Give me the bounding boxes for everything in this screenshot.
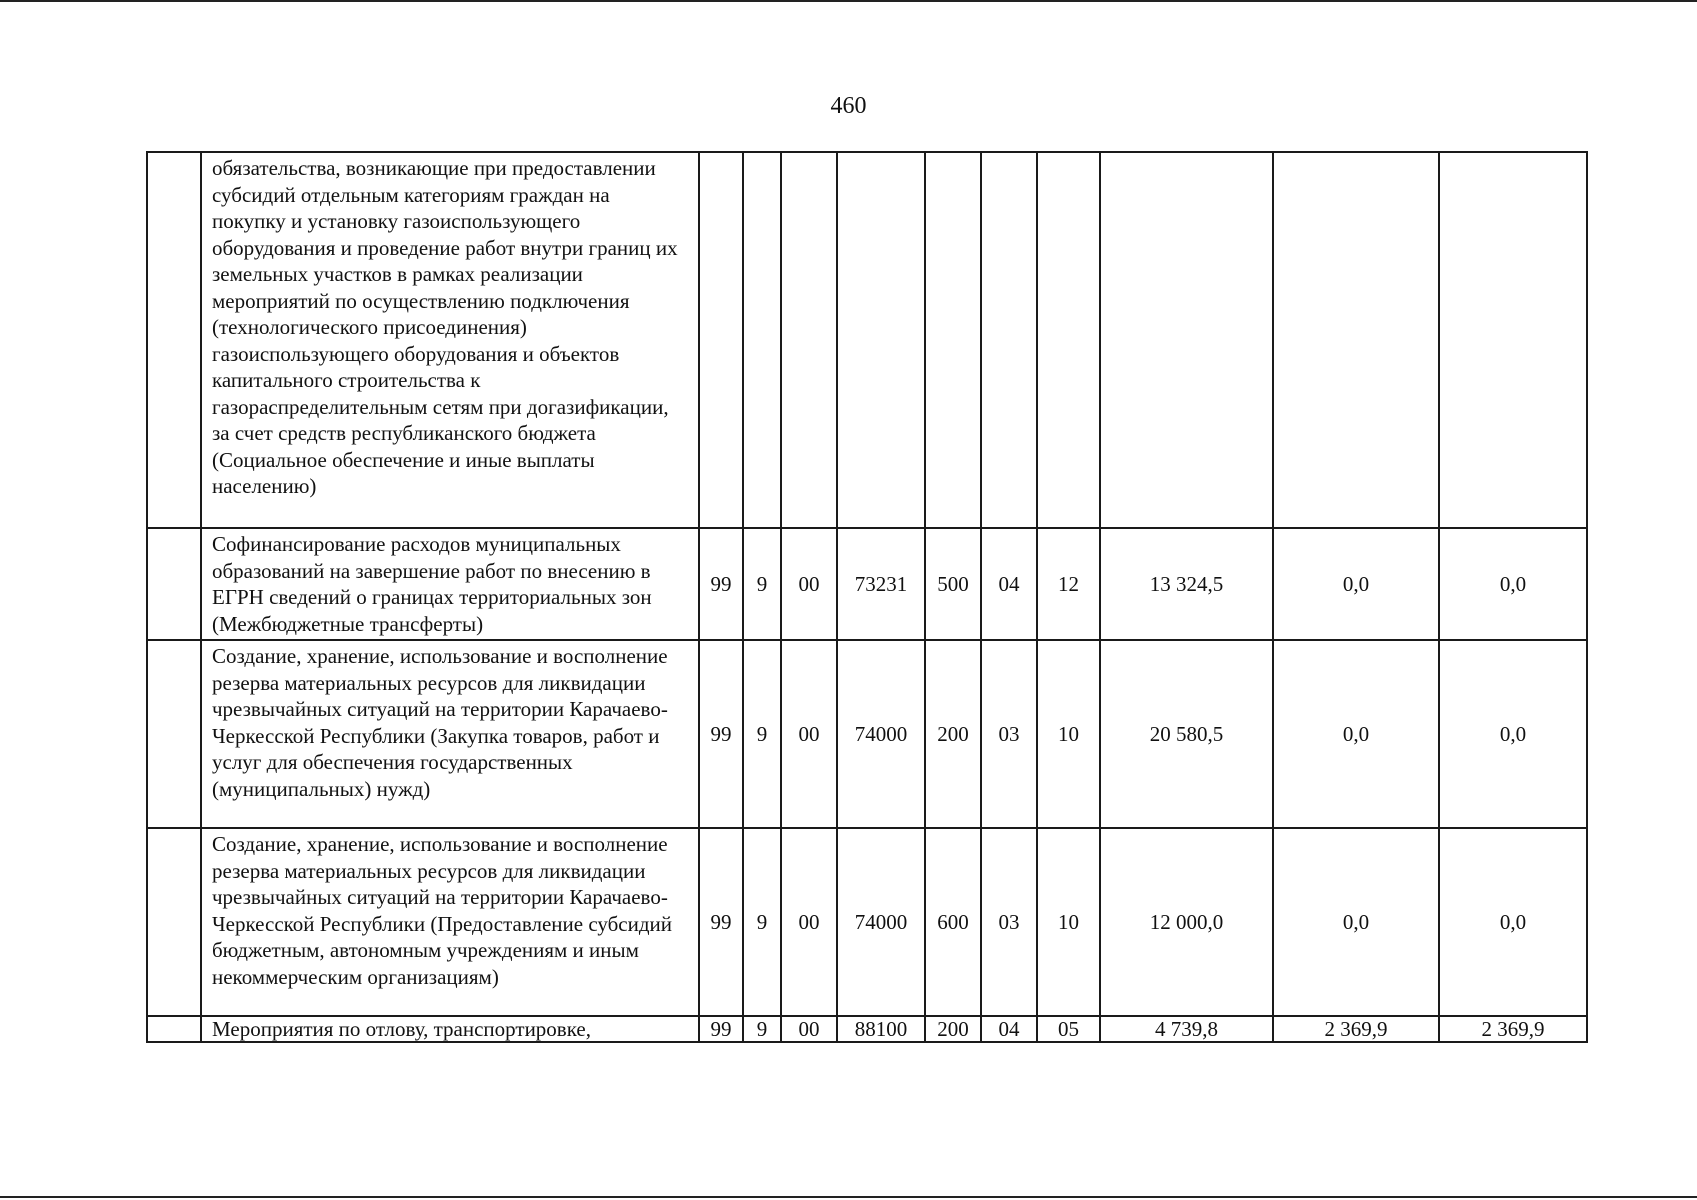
- amount-cell: 2 369,9: [1273, 1016, 1439, 1042]
- code-cell: [837, 152, 925, 528]
- code-cell: 9: [743, 640, 781, 828]
- table-row: [147, 152, 1587, 528]
- code-cell: 9: [743, 528, 781, 640]
- code-cell: 99: [699, 1016, 743, 1042]
- code-cell: 04: [981, 528, 1037, 640]
- code-cell: 00: [781, 828, 837, 1016]
- code-cell: 10: [1037, 640, 1100, 828]
- code-cell: 99: [699, 640, 743, 828]
- amount-cell: 0,0: [1439, 828, 1587, 1016]
- code-cell: 200: [925, 640, 981, 828]
- table-row: [147, 1016, 1587, 1042]
- row-number-cell: [147, 640, 201, 828]
- amount-cell: [1439, 152, 1587, 528]
- amount-cell: [1273, 152, 1439, 528]
- scan-bottom-edge: [0, 1196, 1697, 1198]
- scan-top-edge: [0, 0, 1697, 2]
- amount-cell: [1100, 152, 1273, 528]
- page-number: 460: [830, 93, 867, 119]
- row-number-cell: [147, 528, 201, 640]
- code-cell: [743, 152, 781, 528]
- code-cell: [925, 152, 981, 528]
- code-cell: 500: [925, 528, 981, 640]
- code-cell: 03: [981, 640, 1037, 828]
- row-number-cell: [147, 828, 201, 1016]
- amount-cell: 20 580,5: [1100, 640, 1273, 828]
- description-cell: Создание, хранение, использование и восполнение резерва материальных ресурсов для ликвидации чрезвычайных ситуаций на территории Карачаево-Черкесской Республики (Закупка товаров, работ и услуг для обеспечения государственных (муниципальных) нужд): [201, 640, 699, 828]
- code-cell: 73231: [837, 528, 925, 640]
- amount-cell: 12 000,0: [1100, 828, 1273, 1016]
- amount-cell: 0,0: [1439, 528, 1587, 640]
- amount-cell: 0,0: [1273, 528, 1439, 640]
- code-cell: 99: [699, 528, 743, 640]
- amount-cell: 2 369,9: [1439, 1016, 1587, 1042]
- code-cell: 10: [1037, 828, 1100, 1016]
- amount-cell: 0,0: [1273, 640, 1439, 828]
- row-number-cell: [147, 152, 201, 528]
- code-cell: 74000: [837, 640, 925, 828]
- description-cell: Создание, хранение, использование и восполнение резерва материальных ресурсов для ликвидации чрезвычайных ситуаций на территории Карачаево-Черкесской Республики (Предоставление субсидий бюджетным, автономным учреждениям и иным некоммерческим организациям): [201, 828, 699, 1016]
- code-cell: 00: [781, 1016, 837, 1042]
- code-cell: 03: [981, 828, 1037, 1016]
- code-cell: [1037, 152, 1100, 528]
- table-row: [147, 640, 1587, 828]
- amount-cell: 4 739,8: [1100, 1016, 1273, 1042]
- code-cell: [699, 152, 743, 528]
- code-cell: [781, 152, 837, 528]
- row-number-cell: [147, 1016, 201, 1042]
- code-cell: 04: [981, 1016, 1037, 1042]
- code-cell: 05: [1037, 1016, 1100, 1042]
- code-cell: 9: [743, 1016, 781, 1042]
- amount-cell: 13 324,5: [1100, 528, 1273, 640]
- code-cell: 00: [781, 528, 837, 640]
- code-cell: 200: [925, 1016, 981, 1042]
- amount-cell: 0,0: [1273, 828, 1439, 1016]
- amount-cell: 0,0: [1439, 640, 1587, 828]
- code-cell: 12: [1037, 528, 1100, 640]
- code-cell: 74000: [837, 828, 925, 1016]
- table-row: [147, 528, 1587, 640]
- code-cell: 9: [743, 828, 781, 1016]
- description-cell: Софинансирование расходов муниципальных образований на завершение работ по внесению в ЕГРН сведений о границах территориальных зон (Межбюджетные трансферты): [201, 528, 699, 640]
- code-cell: 99: [699, 828, 743, 1016]
- code-cell: 00: [781, 640, 837, 828]
- description-cell: Мероприятия по отлову, транспортировке,: [201, 1016, 699, 1042]
- budget-table: [146, 151, 1588, 1043]
- code-cell: 600: [925, 828, 981, 1016]
- code-cell: [981, 152, 1037, 528]
- code-cell: 88100: [837, 1016, 925, 1042]
- description-cell: обязательства, возникающие при предоставлении субсидий отдельным категориям граждан на покупку и установку газоиспользующего оборудования и проведение работ внутри границ их земельных участков в рамках реализации мероприятий по осуществлению подключения (технологического присоединения) газоиспользующего оборудования и объектов капитального строительства к газораспределительным сетям при догазификации, за счет средств республиканского бюджета (Социальное обеспечение и иные выплаты населению): [201, 152, 699, 528]
- table-row: [147, 828, 1587, 1016]
